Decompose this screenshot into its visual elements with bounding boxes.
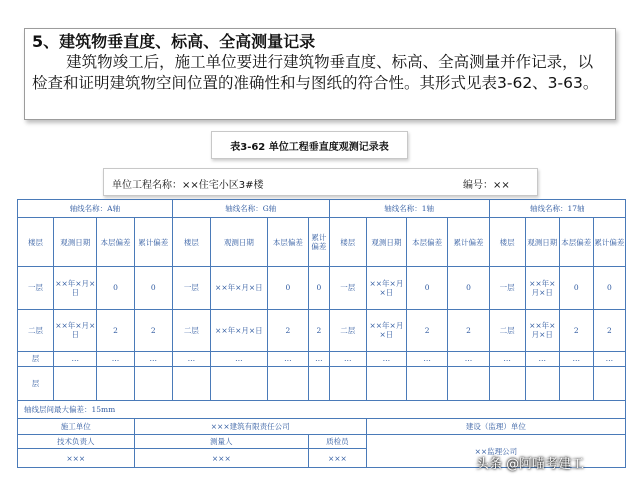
ellipsis-cell: … (448, 351, 489, 366)
floor-cell: 一层 (489, 267, 525, 309)
total-deviation-cell: 0 (134, 267, 172, 309)
col-floor: 楼层 (329, 218, 366, 267)
max-deviation-row (18, 400, 626, 418)
inspector-value: ××× (309, 449, 367, 468)
floor-cell: 一层 (172, 267, 210, 309)
supervision-unit-label: 建设（监理）单位 (366, 419, 625, 435)
ellipsis-cell: … (134, 351, 172, 366)
floor-cell: 二层 (18, 309, 54, 351)
table-row-second-floor (18, 309, 626, 351)
ellipsis-cell: … (97, 351, 134, 366)
tech-lead-value: ××× (18, 449, 135, 468)
section-body: 建筑物竣工后，施工单位要进行建筑物垂直度、标高、全高测量并作记录，以检查和证明建筑物空间位置的准确性和与图纸的符合性。其形式见表3-62、3-63。 (32, 53, 599, 92)
floor-cell: 一层 (329, 267, 366, 309)
date-cell: ××年×月×日 (210, 309, 267, 351)
col-total-deviation: 累计偏差 (448, 218, 489, 267)
total-deviation-cell: 0 (309, 267, 330, 309)
layer-deviation-cell: 2 (97, 309, 134, 351)
verticality-record-table (17, 199, 626, 468)
col-layer-deviation: 本层偏差 (267, 218, 308, 267)
layer-deviation-cell: 2 (267, 309, 308, 351)
ellipsis-cell: … (489, 351, 525, 366)
date-cell: ××年×月×日 (54, 267, 97, 309)
project-info-bar (103, 168, 538, 196)
col-total-deviation: 累计偏差 (134, 218, 172, 267)
table-row-ellipsis (18, 351, 626, 366)
surveyor-label: 测量人 (134, 435, 308, 449)
axis-a-header: 轴线名称：A轴 (18, 200, 173, 218)
ellipsis-cell: … (210, 351, 267, 366)
total-deviation-cell: 2 (448, 309, 489, 351)
col-total-deviation: 累计偏差 (593, 218, 625, 267)
layer-deviation-cell: 2 (559, 309, 593, 351)
table-row-last-floor (18, 367, 626, 401)
construction-unit-value: ×××建筑有限责任公司 (134, 419, 366, 435)
ellipsis-cell: … (525, 351, 559, 366)
max-deviation-cell: 轴线层间最大偏差：15mm (18, 400, 626, 418)
layer-deviation-cell: 0 (559, 267, 593, 309)
section-heading: 5、建筑物垂直度、标高、全高测量记录 (32, 32, 316, 51)
date-cell: ××年×月×日 (54, 309, 97, 351)
date-cell: ××年×月×日 (366, 309, 406, 351)
column-header-row (18, 218, 626, 267)
col-floor: 楼层 (489, 218, 525, 267)
layer-deviation-cell: 2 (407, 309, 448, 351)
axis-17-header: 轴线名称：17轴 (489, 200, 625, 218)
date-cell: ××年×月×日 (525, 267, 559, 309)
col-floor: 楼层 (18, 218, 54, 267)
floor-cell: 二层 (172, 309, 210, 351)
ellipsis-cell: … (559, 351, 593, 366)
ellipsis-cell: … (54, 351, 97, 366)
ellipsis-cell: … (267, 351, 308, 366)
floor-cell: 二层 (489, 309, 525, 351)
col-layer-deviation: 本层偏差 (559, 218, 593, 267)
floor-cell: 二层 (329, 309, 366, 351)
project-name: 单位工程名称：××住宅小区3#楼 (112, 180, 264, 191)
col-layer-deviation: 本层偏差 (407, 218, 448, 267)
layer-deviation-cell: 0 (97, 267, 134, 309)
axis-1-header: 轴线名称：1轴 (329, 200, 489, 218)
col-date: 观测日期 (525, 218, 559, 267)
surveyor-value: ××× (134, 449, 308, 468)
col-total-deviation: 累计偏差 (309, 218, 330, 267)
col-floor: 楼层 (172, 218, 210, 267)
total-deviation-cell: 0 (448, 267, 489, 309)
tech-lead-label: 技术负责人 (18, 435, 135, 449)
ellipsis-cell: … (366, 351, 406, 366)
total-deviation-cell: 2 (593, 309, 625, 351)
col-date: 观测日期 (366, 218, 406, 267)
total-deviation-cell: 2 (309, 309, 330, 351)
col-layer-deviation: 本层偏差 (97, 218, 134, 267)
signature-label-row (18, 435, 626, 449)
ellipsis-cell: … (593, 351, 625, 366)
date-cell: ××年×月×日 (525, 309, 559, 351)
axis-g-header: 轴线名称：G轴 (172, 200, 329, 218)
ellipsis-cell: … (309, 351, 330, 366)
floor-cell: 层 (18, 351, 54, 366)
ellipsis-cell: … (172, 351, 210, 366)
record-number: 编号：×× (463, 180, 510, 191)
watermark: 头条 @阿喵考建工 (476, 457, 585, 472)
total-deviation-cell: 2 (134, 309, 172, 351)
table-row-first-floor (18, 267, 626, 309)
supervision-unit-value: ××监理公司 (366, 435, 625, 468)
floor-cell: 一层 (18, 267, 54, 309)
construction-unit-label: 施工单位 (18, 419, 135, 435)
date-cell: ××年×月×日 (366, 267, 406, 309)
col-date: 观测日期 (54, 218, 97, 267)
floor-cell: 层 (18, 367, 54, 401)
ellipsis-cell: … (407, 351, 448, 366)
intro-textbox (24, 28, 616, 120)
col-date: 观测日期 (210, 218, 267, 267)
layer-deviation-cell: 0 (267, 267, 308, 309)
table-caption: 表3-62 单位工程垂直度观测记录表 (211, 131, 408, 159)
layer-deviation-cell: 0 (407, 267, 448, 309)
inspector-label: 质检员 (309, 435, 367, 449)
ellipsis-cell: … (329, 351, 366, 366)
unit-row (18, 419, 626, 435)
axis-header-row (18, 200, 626, 218)
total-deviation-cell: 0 (593, 267, 625, 309)
date-cell: ××年×月×日 (210, 267, 267, 309)
